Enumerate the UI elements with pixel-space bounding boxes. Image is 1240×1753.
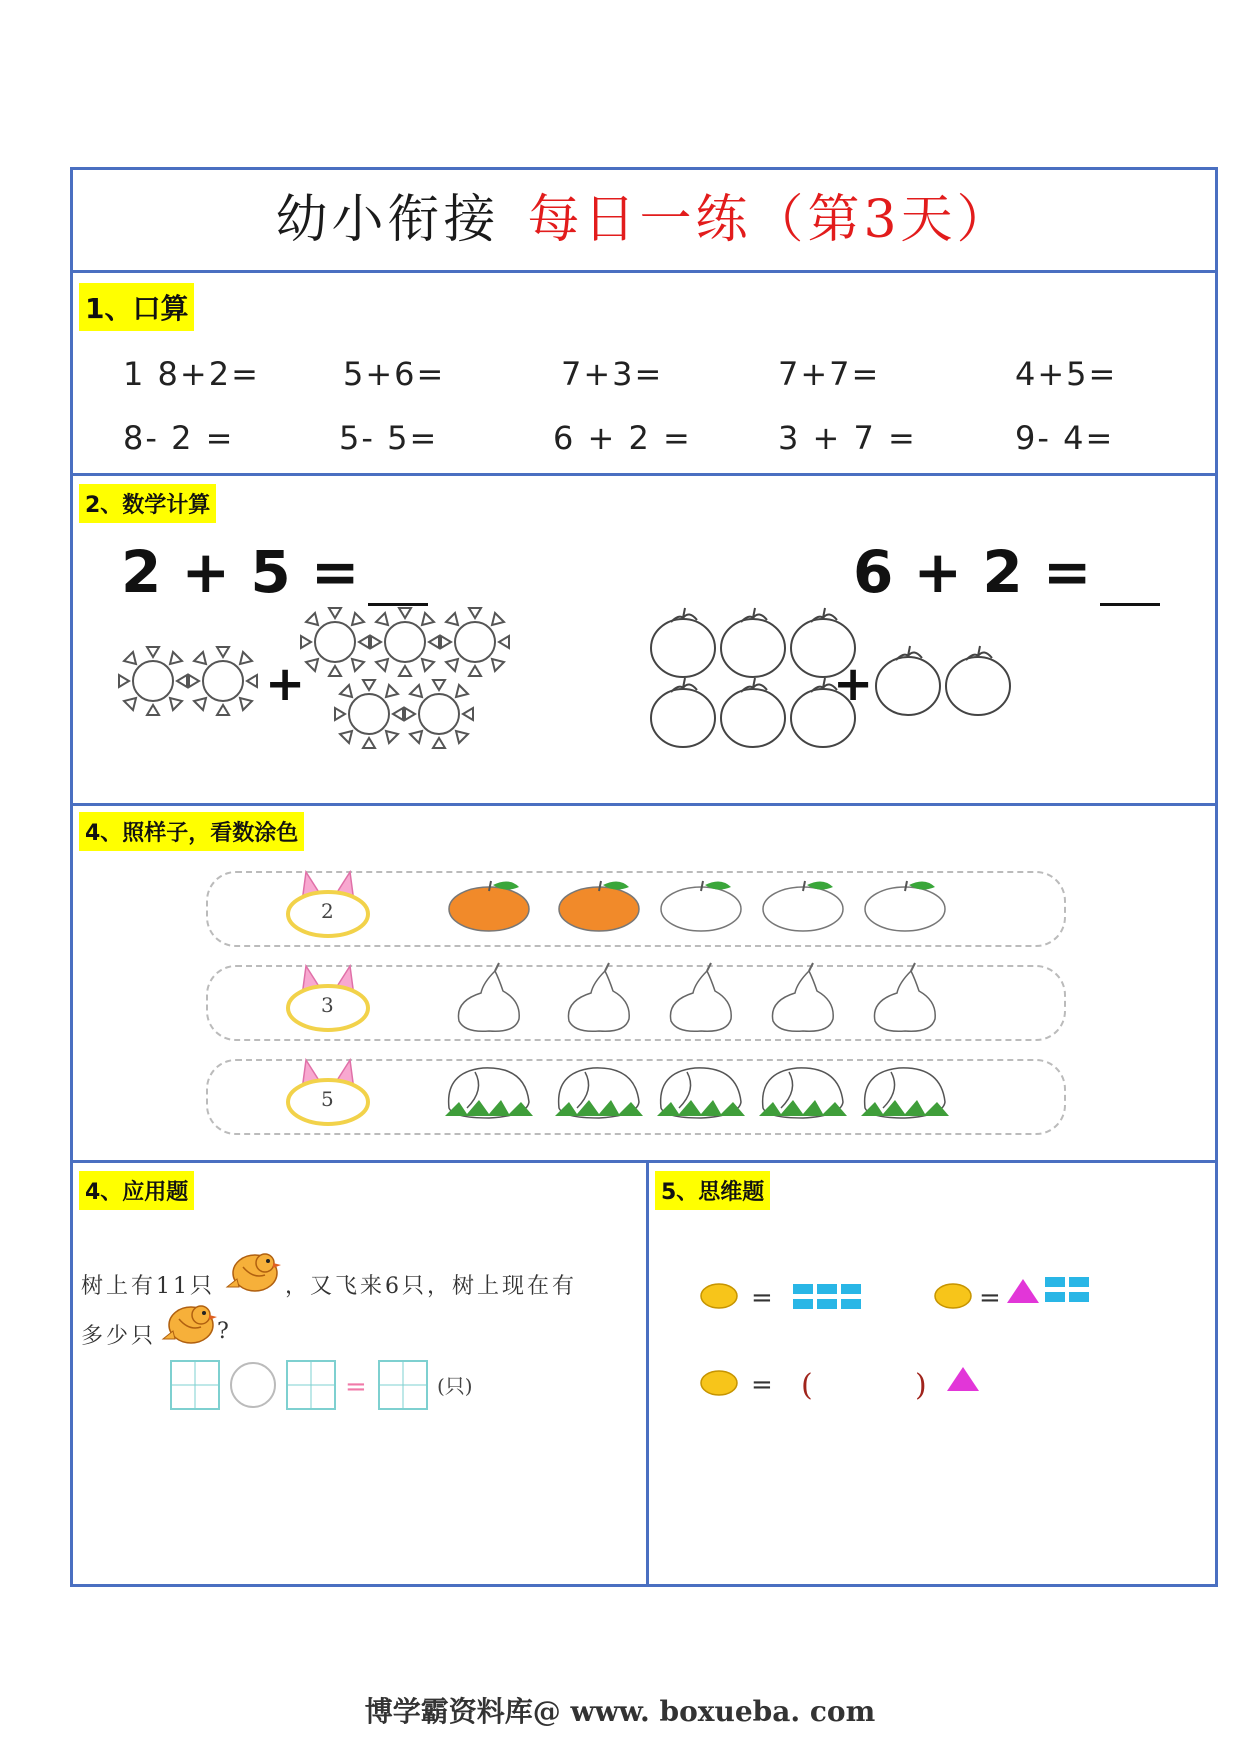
triangle-shape bbox=[1007, 1279, 1039, 1303]
sun-group-left bbox=[119, 647, 257, 715]
section-bottom bbox=[73, 1160, 1215, 1584]
tomato-group-left bbox=[651, 608, 855, 747]
row-number: 3 bbox=[321, 993, 334, 1017]
section-oral-calc bbox=[73, 270, 1215, 473]
bird-icon bbox=[227, 1254, 281, 1291]
question-line1b: ，又飞来6只，树上现在有 bbox=[285, 1274, 577, 1299]
section4-label: 4、应用题 bbox=[79, 1171, 194, 1210]
counting-pictures bbox=[73, 476, 1215, 803]
calc-item: 9- 4= bbox=[1015, 419, 1115, 457]
section2-label: 2、数学计算 bbox=[79, 484, 216, 523]
calc-item: 5+6= bbox=[343, 355, 446, 393]
triangle-shape bbox=[947, 1367, 979, 1391]
question-line2a: 多少只 bbox=[81, 1324, 157, 1349]
row-number: 5 bbox=[321, 1087, 334, 1111]
title-main: 每日一练（第3天） bbox=[527, 190, 1013, 250]
square-group bbox=[1045, 1277, 1089, 1302]
plus-sign: + bbox=[833, 656, 874, 712]
equals-sign: = bbox=[979, 1283, 1001, 1313]
row-2 bbox=[288, 872, 945, 936]
unit-label: (只) bbox=[437, 1374, 473, 1398]
row-3 bbox=[288, 963, 935, 1031]
question-line1a: 树上有11只 bbox=[81, 1274, 215, 1299]
section-math-picture bbox=[73, 473, 1215, 803]
calc-item: 3 + 7 = bbox=[778, 419, 917, 457]
fruit-pictures bbox=[73, 806, 1215, 1160]
section5-label: 5、思维题 bbox=[655, 1171, 770, 1210]
answer-grid bbox=[171, 1361, 219, 1409]
title-prefix: 幼小衔接 bbox=[275, 190, 500, 250]
worksheet bbox=[70, 167, 1218, 1587]
thinking-puzzle bbox=[649, 1163, 1215, 1584]
equals-sign: = bbox=[345, 1372, 367, 1402]
section3-label: 4、照样子，看数涂色 bbox=[79, 812, 304, 851]
footer-watermark: 博学霸资料库@ www. boxueba. com bbox=[364, 1695, 876, 1728]
calc-item: 6 + 2 = bbox=[553, 419, 692, 457]
worksheet-title bbox=[73, 170, 1215, 270]
equals-sign: = bbox=[751, 1370, 773, 1400]
calc-item: 7+7= bbox=[778, 355, 881, 393]
circle-shape bbox=[701, 1284, 737, 1308]
tomato-group-right bbox=[876, 646, 1010, 715]
plus-sign: + bbox=[265, 656, 306, 712]
calc-item: 4+5= bbox=[1015, 355, 1118, 393]
circle-shape bbox=[701, 1371, 737, 1395]
square-group bbox=[793, 1284, 861, 1309]
answer-grid bbox=[287, 1361, 335, 1409]
section-color-by-number bbox=[73, 803, 1215, 1160]
word-problem-art bbox=[73, 1163, 646, 1584]
question-line2b: ? bbox=[217, 1319, 232, 1344]
bird-icon bbox=[163, 1306, 217, 1343]
sun-group-right bbox=[301, 608, 509, 748]
left-equation-text: 2 + 5 = bbox=[121, 538, 360, 606]
right-equation-text: 6 + 2 = bbox=[853, 538, 1092, 606]
circle-shape bbox=[935, 1284, 971, 1308]
answer-grid bbox=[379, 1361, 427, 1409]
open-paren: ( bbox=[801, 1368, 813, 1403]
section1-label: 1、口算 bbox=[79, 283, 194, 331]
calc-item: 8- 2 = bbox=[123, 419, 235, 457]
close-paren: ) bbox=[915, 1368, 927, 1403]
equals-sign: = bbox=[751, 1283, 773, 1313]
calc-item: 1 8+2= bbox=[123, 355, 260, 393]
operator-circle bbox=[231, 1363, 275, 1407]
calc-item: 5- 5= bbox=[339, 419, 439, 457]
row-number: 2 bbox=[321, 899, 334, 923]
row-5 bbox=[288, 1060, 949, 1124]
calc-item: 7+3= bbox=[561, 355, 664, 393]
